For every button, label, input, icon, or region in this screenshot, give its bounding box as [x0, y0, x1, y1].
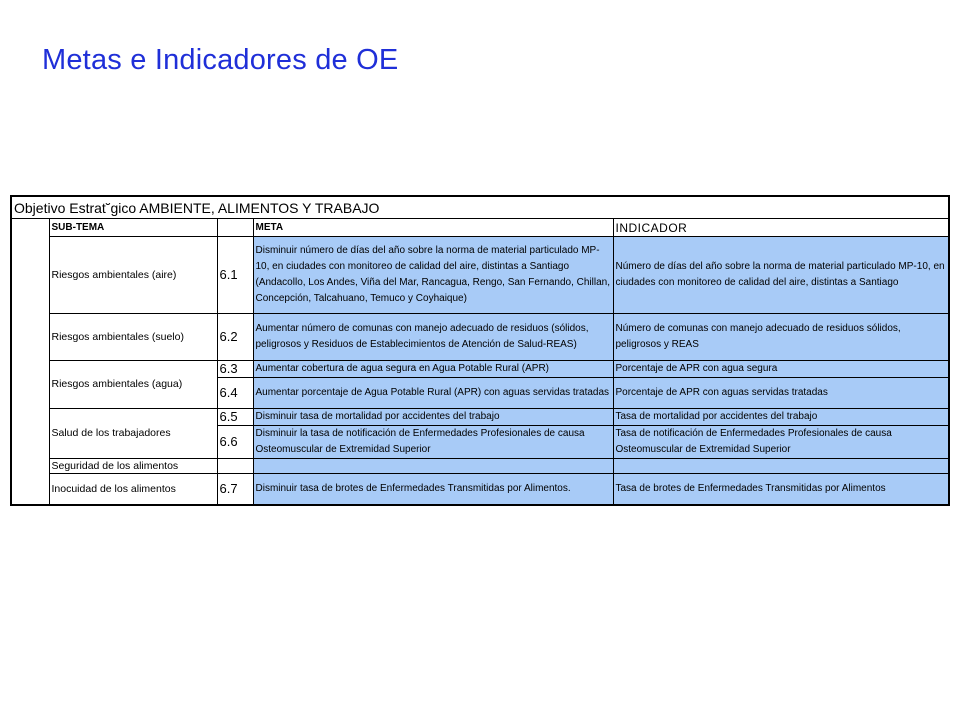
- objective-title: Objetivo Estrat˘gico AMBIENTE, ALIMENTOS Y TRABAJO: [11, 196, 949, 219]
- indent-column: [11, 219, 49, 506]
- indicador-cell: [613, 459, 949, 474]
- objectives-table: [10, 195, 950, 506]
- objectives-table-container: [10, 195, 950, 506]
- subtema-cell: Salud de los trabajadores: [49, 409, 217, 459]
- meta-number: 6.7: [217, 474, 253, 506]
- meta-number: 6.2: [217, 314, 253, 361]
- indicador-cell: Tasa de mortalidad por accidentes del trabajo: [613, 409, 949, 426]
- meta-number: 6.5: [217, 409, 253, 426]
- meta-cell: Aumentar porcentaje de Agua Potable Rural (APR) con aguas servidas tratadas: [253, 378, 613, 409]
- header-subtema: SUB-TEMA: [49, 219, 217, 237]
- meta-cell: Disminuir tasa de mortalidad por accidentes del trabajo: [253, 409, 613, 426]
- subtema-cell: Seguridad de los alimentos: [49, 459, 217, 474]
- meta-number: 6.6: [217, 426, 253, 459]
- meta-number: 6.3: [217, 361, 253, 378]
- slide-title: Metas e Indicadores de OE: [42, 44, 399, 76]
- meta-cell: [253, 459, 613, 474]
- indicador-cell: Porcentaje de APR con aguas servidas tratadas: [613, 378, 949, 409]
- subtema-cell: Riesgos ambientales (agua): [49, 361, 217, 409]
- indicador-cell: Tasa de notificación de Enfermedades Profesionales de causa Osteomuscular de Extremidad Superior: [613, 426, 949, 459]
- subtema-cell: Riesgos ambientales (aire): [49, 237, 217, 314]
- subtema-cell: Inocuidad de los alimentos: [49, 474, 217, 506]
- meta-cell: Disminuir número de días del año sobre la norma de material particulado MP-10, en ciudades con monitoreo de calidad del aire, distintas a Santiago (Andacollo, Los Andes, Viña del Mar, Rancagua, Rengo, San Fernando, Chillan, Concepción, Talcahuano, Temuco y Coyhaique): [253, 237, 613, 314]
- header-indicador: INDICADOR: [613, 219, 949, 237]
- table-row: [11, 237, 949, 314]
- table-row: [11, 474, 949, 506]
- meta-cell: Disminuir la tasa de notificación de Enfermedades Profesionales de causa Osteomuscular de Extremidad Superior: [253, 426, 613, 459]
- header-num: [217, 219, 253, 237]
- meta-cell: Aumentar cobertura de agua segura en Agua Potable Rural (APR): [253, 361, 613, 378]
- table-row: [11, 459, 949, 474]
- meta-cell: Disminuir tasa de brotes de Enfermedades Transmitidas por Alimentos.: [253, 474, 613, 506]
- table-row: [11, 361, 949, 378]
- header-meta: META: [253, 219, 613, 237]
- table-row: [11, 314, 949, 361]
- indicador-cell: Número de días del año sobre la norma de material particulado MP-10, en ciudades con monitoreo de calidad del aire, distintas a Santiago: [613, 237, 949, 314]
- subtema-cell: Riesgos ambientales (suelo): [49, 314, 217, 361]
- meta-number: 6.4: [217, 378, 253, 409]
- meta-cell: Aumentar número de comunas con manejo adecuado de residuos (sólidos, peligrosos y Residuos de Establecimientos de Atención de Salud-REAS): [253, 314, 613, 361]
- indicador-cell: Porcentaje de APR con agua segura: [613, 361, 949, 378]
- table-row: [11, 409, 949, 426]
- meta-number: 6.1: [217, 237, 253, 314]
- indicador-cell: Tasa de brotes de Enfermedades Transmitidas por Alimentos: [613, 474, 949, 506]
- meta-number: [217, 459, 253, 474]
- indicador-cell: Número de comunas con manejo adecuado de residuos sólidos, peligrosos y REAS: [613, 314, 949, 361]
